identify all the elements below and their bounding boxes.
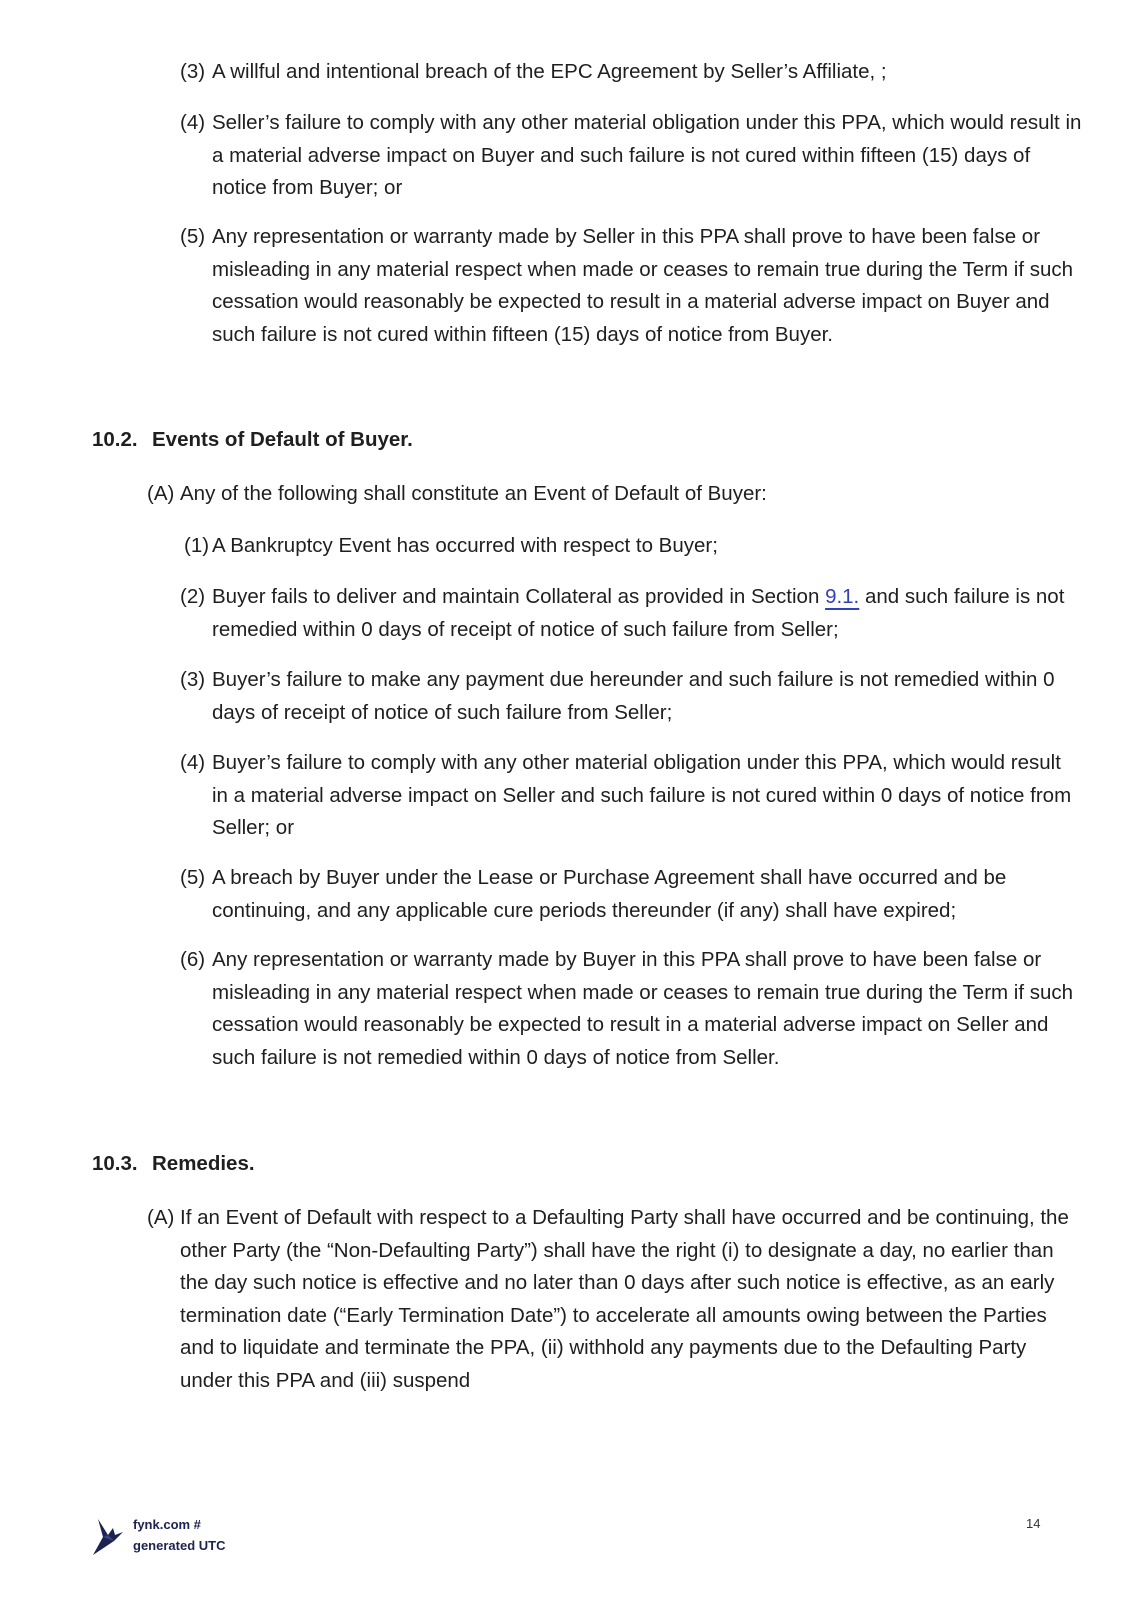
- item-text-continued: and such failure is not remedied within 0 days of receipt of notice of such failure from Seller;: [212, 585, 1065, 641]
- sub-number: (A): [147, 482, 175, 505]
- sub-text: If an Event of Default with respect to a Defaulting Party shall have occurred and be continuing, the other Party (the “Non-Defaulting Party”) shall have the right (i) to designate a day, no earlier than the day such notice is effective and no later than 0 days after such notice is effective, as an early termination date (“Early Termination Date”) to accelerate all amounts owing between the Parties and to liquidate and terminate the PPA, (ii) withhold any payments due to the Defaulting Party under this PPA and (iii) suspend: [180, 1206, 1069, 1392]
- footer-line-1: fynk.com #: [133, 1517, 201, 1532]
- buyer-default-item-6: [180, 944, 1082, 1074]
- item-number: (4): [180, 751, 206, 774]
- section-number: 10.2.: [92, 428, 138, 451]
- footer-line-2: generated UTC: [133, 1538, 226, 1553]
- item-text: Buyer’s failure to make any payment due hereunder and such failure is not remedied within 0 days of receipt of notice of such failure from Seller;: [212, 668, 1055, 724]
- item-text: Any representation or warranty made by Buyer in this PPA shall prove to have been false or misleading in any material respect when made or ceases to remain true during the Term if such cessation would reasonably be expected to result in a material adverse impact on Seller and such failure is not remedied within 0 days of notice from Seller.: [212, 948, 1074, 1069]
- item-number: (5): [180, 225, 206, 248]
- buyer-default-item-2: [180, 581, 1082, 646]
- section-heading-10-2: [92, 424, 413, 456]
- item-number: (6): [180, 948, 206, 971]
- seller-default-item-3: [180, 56, 1082, 89]
- buyer-default-item-1: [184, 530, 1082, 563]
- item-text: A willful and intentional breach of the EPC Agreement by Seller’s Affiliate, ;: [212, 60, 887, 83]
- item-text: A Bankruptcy Event has occurred with respect to Buyer;: [212, 534, 718, 557]
- buyer-default-item-5: [180, 862, 1082, 927]
- sub-text: Any of the following shall constitute an Event of Default of Buyer:: [180, 482, 767, 505]
- section-heading-10-3: [92, 1148, 255, 1180]
- section-10-3-paragraph-a: [147, 1202, 1080, 1397]
- section-number: 10.3.: [92, 1152, 138, 1175]
- seller-default-item-5: [180, 221, 1082, 351]
- section-link[interactable]: 9.1.: [825, 585, 860, 608]
- item-text: A breach by Buyer under the Lease or Purchase Agreement shall have occurred and be continuing, and any applicable cure periods thereunder (if any) shall have expired;: [212, 866, 1007, 922]
- item-text: Buyer fails to deliver and maintain Collateral as provided in Section: [212, 585, 826, 608]
- item-number: (4): [180, 111, 206, 134]
- seller-default-item-4: [180, 107, 1082, 205]
- page-number: 14: [1026, 1516, 1041, 1531]
- item-text: Seller’s failure to comply with any other material obligation under this PPA, which would result in a material adverse impact on Buyer and such failure is not cured within fifteen (15) days of notice from Buyer; or: [212, 111, 1082, 199]
- fynk-logo-icon: [90, 1515, 126, 1555]
- buyer-default-item-3: [180, 664, 1082, 729]
- buyer-default-item-4: [180, 747, 1082, 845]
- item-number: (1): [184, 534, 210, 557]
- item-number: (3): [180, 668, 206, 691]
- section-title: Remedies.: [152, 1152, 255, 1175]
- section-title: Events of Default of Buyer.: [152, 428, 413, 451]
- section-10-2-intro: [147, 478, 1080, 511]
- item-number: (2): [180, 585, 206, 608]
- item-number: (3): [180, 60, 206, 83]
- sub-number: (A): [147, 1206, 175, 1229]
- item-text: Buyer’s failure to comply with any other material obligation under this PPA, which would result in a material adverse impact on Seller and such failure is not cured within 0 days of notice from Seller; or: [212, 751, 1072, 839]
- footer-text: [133, 1514, 225, 1556]
- item-text: Any representation or warranty made by Seller in this PPA shall prove to have been false or misleading in any material respect when made or ceases to remain true during the Term if such cessation would reasonably be expected to result in a material adverse impact on Buyer and such failure is not cured within fifteen (15) days of notice from Buyer.: [212, 225, 1074, 346]
- item-number: (5): [180, 866, 206, 889]
